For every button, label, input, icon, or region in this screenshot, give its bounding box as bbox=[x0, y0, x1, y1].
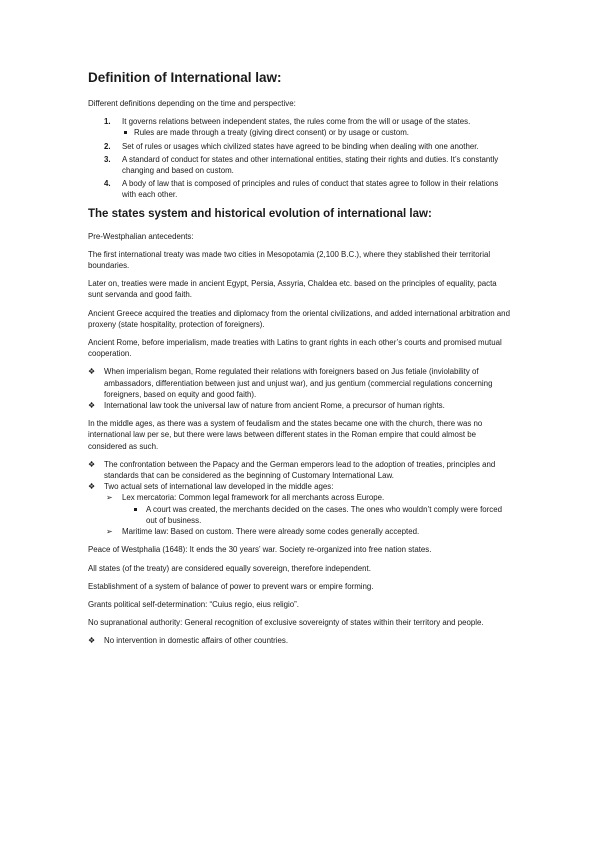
square-bullet-icon bbox=[124, 131, 127, 134]
rome-bullet-list bbox=[88, 366, 511, 411]
definition-item bbox=[88, 141, 511, 152]
diamond-bullet-icon: ❖ bbox=[88, 482, 96, 492]
list-item-text: No intervention in domestic affairs of other countries. bbox=[104, 636, 289, 646]
paragraph: Peace of Westphalia (1648): It ends the 30 years’ war. Society re-organized into free nation states. bbox=[88, 545, 432, 555]
definition-text: Set of rules or usages which civilized states have agreed to be binding when dealing with one another. bbox=[122, 141, 479, 151]
arrow-bullet-icon: ➢ bbox=[106, 527, 113, 537]
definition-number: 2. bbox=[104, 141, 111, 151]
diamond-bullet-icon: ❖ bbox=[88, 367, 96, 377]
set-item-text: Lex mercatoria: Common legal framework for all merchants across Europe. bbox=[122, 493, 385, 503]
definition-number: 4. bbox=[104, 179, 111, 189]
paragraph: In the middle ages, as there was a system of feudalism and the states became one with the church, there was no international law per se, but there were laws between different states in the Roman empire that could almost be considered as such. bbox=[88, 419, 483, 451]
list-item bbox=[88, 400, 511, 411]
intro-paragraph: Different definitions depending on the time and perspective: bbox=[88, 99, 296, 108]
sets-list bbox=[88, 492, 511, 537]
definition-number: 3. bbox=[104, 154, 111, 164]
diamond-bullet-icon: ❖ bbox=[88, 401, 96, 411]
document-title: Definition of International law: bbox=[88, 70, 282, 85]
set-item-text: Maritime law: Based on custom. There were already some codes generally accepted. bbox=[122, 527, 420, 537]
list-item-text: The confrontation between the Papacy and the German emperors lead to the adoption of treaties, principles and standards that can be considered as the beginning of Customary International Law. bbox=[104, 459, 496, 481]
subheading-pre-westphalian: Pre-Westphalian antecedents: bbox=[88, 231, 194, 241]
paragraph: Establishment of a system of balance of power to prevent wars or empire forming. bbox=[88, 581, 374, 591]
middle-ages-bullet-list bbox=[88, 459, 511, 537]
list-item bbox=[88, 366, 511, 400]
definition-item bbox=[88, 178, 511, 200]
square-bullet-icon bbox=[134, 508, 137, 511]
set-subitem-text: A court was created, the merchants decided on the cases. The ones who wouldn’t comply were forced out of business. bbox=[146, 504, 503, 525]
westphalia-bullet-list bbox=[88, 635, 511, 646]
list-item bbox=[88, 481, 511, 537]
diamond-bullet-icon: ❖ bbox=[88, 636, 96, 646]
definition-sublist bbox=[122, 127, 511, 138]
paragraph: Grants political self-determination: “Cuius regio, eius religio”. bbox=[88, 599, 299, 609]
paragraph: Ancient Greece acquired the treaties and diplomacy from the oriental civilizations, and added international arbitration and proxeny (state hospitality, protection of foreigners). bbox=[88, 308, 510, 329]
definition-item bbox=[88, 154, 511, 176]
paragraph: The first international treaty was made two cities in Mesopotamia (2,100 B.C.), where they stablished their territorial boundaries. bbox=[88, 249, 491, 271]
definition-text: A standard of conduct for states and other international entities, stating their rights and duties. It’s constantly changing and based on custom. bbox=[122, 154, 499, 176]
set-item bbox=[88, 492, 511, 526]
section-heading: The states system and historical evolution of international law: bbox=[88, 207, 432, 220]
list-item-text: International law took the universal law of nature from ancient Rome, a precursor of human rights. bbox=[104, 401, 445, 411]
list-item-text: Two actual sets of international law developed in the middle ages: bbox=[104, 482, 334, 492]
list-item bbox=[88, 635, 511, 646]
list-item-text: When imperialism began, Rome regulated their relations with foreigners based on Jus fetiale (inviolability of ambassadors, differentiation between just and unjust war), and jus gentium (commercial regulations concerning foreigners, based on equity and good faith). bbox=[104, 367, 493, 399]
set-item bbox=[88, 526, 511, 537]
definition-subitem bbox=[122, 127, 511, 138]
set-sublist bbox=[122, 504, 511, 526]
definition-item bbox=[88, 116, 511, 138]
paragraph: Later on, treaties were made in ancient Egypt, Persia, Assyria, Chaldea etc. based on the principles of equality, pacta sunt servanda and good faith. bbox=[88, 279, 497, 300]
diamond-bullet-icon: ❖ bbox=[88, 459, 96, 469]
paragraph: No supranational authority: General recognition of exclusive sovereignty of states within their territory and people. bbox=[88, 618, 484, 628]
definition-subitem-text: Rules are made through a treaty (giving direct consent) or by usage or custom. bbox=[134, 128, 409, 138]
paragraph: Ancient Rome, before imperialism, made treaties with Latins to grant rights in each other’s courts and promised mutual cooperation. bbox=[88, 338, 502, 359]
definitions-list bbox=[88, 116, 511, 200]
arrow-bullet-icon: ➢ bbox=[106, 493, 113, 503]
list-item bbox=[88, 459, 511, 481]
definition-text: It governs relations between independent states, the rules come from the will or usage of the states. bbox=[122, 117, 471, 127]
paragraph: All states (of the treaty) are considered equally sovereign, therefore independent. bbox=[88, 563, 371, 573]
set-subitem bbox=[122, 504, 511, 526]
definition-number: 1. bbox=[104, 117, 111, 127]
definition-text: A body of law that is composed of principles and rules of conduct that states agree to follow in their relations with each other. bbox=[122, 179, 499, 200]
